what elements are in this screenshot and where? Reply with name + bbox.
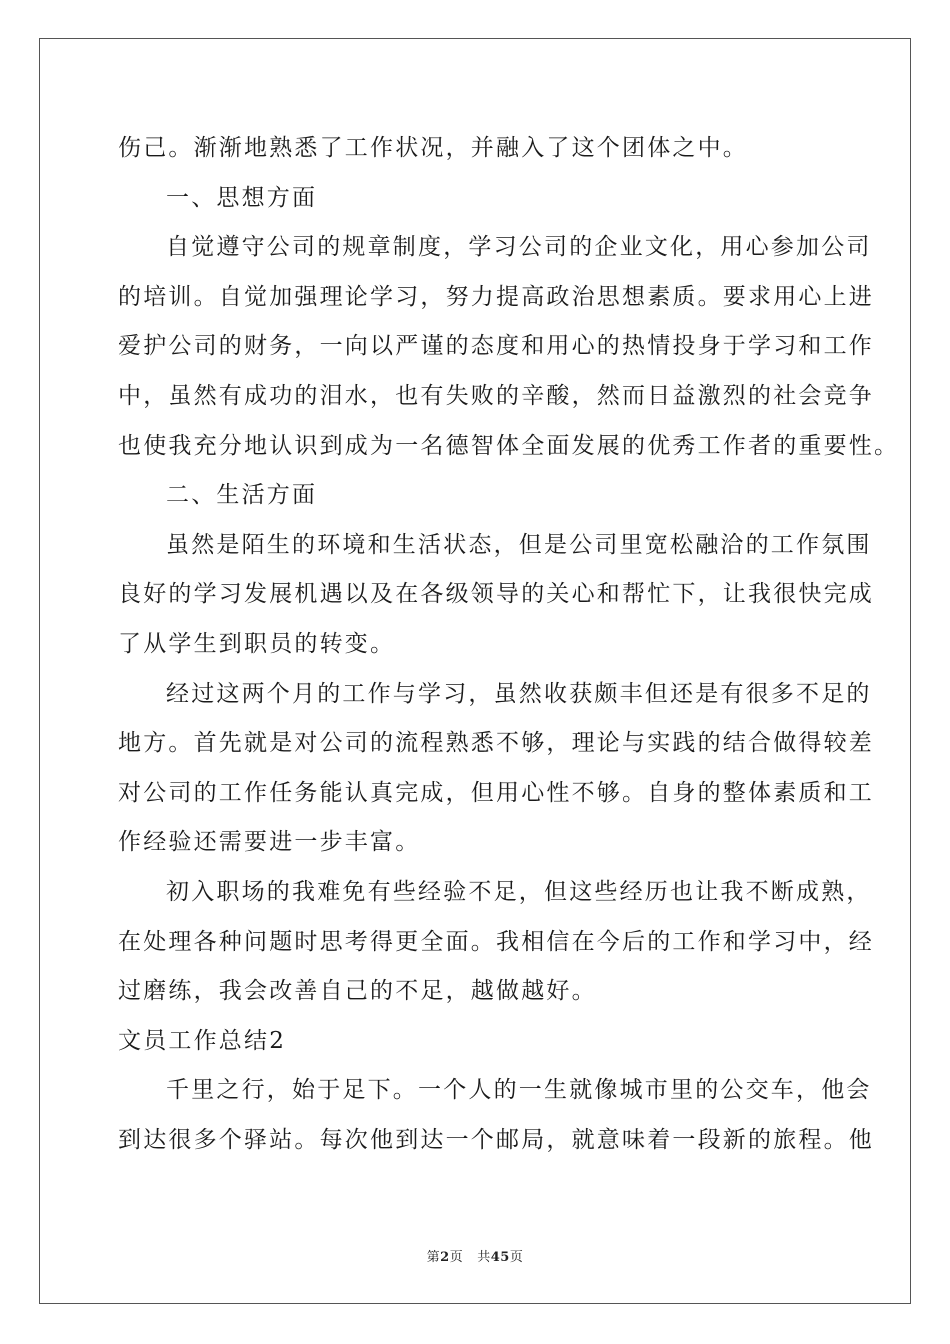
text-line: 也使我充分地认识到成为一名德智体全面发展的优秀工作者的重要性。 (118, 432, 900, 459)
article-title: 文员工作总结2 (118, 1027, 287, 1054)
text-line: 良好的学习发展机遇以及在各级领导的关心和帮忙下，让我很快完成 (118, 581, 874, 608)
text-line: 自觉遵守公司的规章制度，学习公司的企业文化，用心参加公司 (166, 234, 872, 261)
section-heading: 一、思想方面 (166, 184, 318, 211)
page-suffix: 页 (449, 1250, 464, 1265)
text-line: 在处理各种问题时思考得更全面。我相信在今后的工作和学习中，经 (118, 928, 874, 955)
total-prefix: 共 (477, 1250, 491, 1265)
text-line: 对公司的工作任务能认真完成，但用心性不够。自身的整体素质和工 (118, 779, 874, 806)
text-line: 初入职场的我难免有些经验不足，但这些经历也让我不断成熟， (166, 878, 872, 905)
text-line: 爱护公司的财务，一向以严谨的态度和用心的热情投身于学习和工作 (118, 333, 874, 360)
text-line: 经过这两个月的工作与学习，虽然收获颇丰但还是有很多不足的 (166, 680, 872, 707)
page-prefix: 第 (426, 1250, 441, 1265)
document-body (118, 124, 900, 1165)
text-line: 虽然是陌生的环境和生活状态，但是公司里宽松融洽的工作氛围 (166, 531, 872, 558)
text-line: 到达很多个驿站。每次他到达一个邮局，就意味着一段新的旅程。他 (118, 1126, 874, 1153)
text-line: 中，虽然有成功的泪水，也有失败的辛酸，然而日益激烈的社会竞争 (118, 382, 874, 409)
section-heading: 二、生活方面 (166, 482, 318, 509)
page-footer (0, 1246, 950, 1265)
text-line: 过磨练，我会改善自己的不足，越做越好。 (118, 978, 597, 1005)
text-line: 地方。首先就是对公司的流程熟悉不够，理论与实践的结合做得较差 (118, 730, 874, 757)
text-line: 作经验还需要进一步丰富。 (118, 829, 421, 856)
text-line: 千里之行，始于足下。一个人的一生就像城市里的公交车，他会 (166, 1077, 872, 1104)
text-line: 的培训。自觉加强理论学习，努力提高政治思想素质。要求用心上进 (118, 283, 874, 310)
total-pages: 45 (490, 1250, 510, 1265)
total-suffix: 页 (509, 1250, 524, 1265)
text-line: 了从学生到职员的转变。 (118, 630, 396, 657)
page-number: 2 (440, 1250, 450, 1265)
text-line: 伤己。渐渐地熟悉了工作状况，并融入了这个团体之中。 (118, 135, 748, 161)
